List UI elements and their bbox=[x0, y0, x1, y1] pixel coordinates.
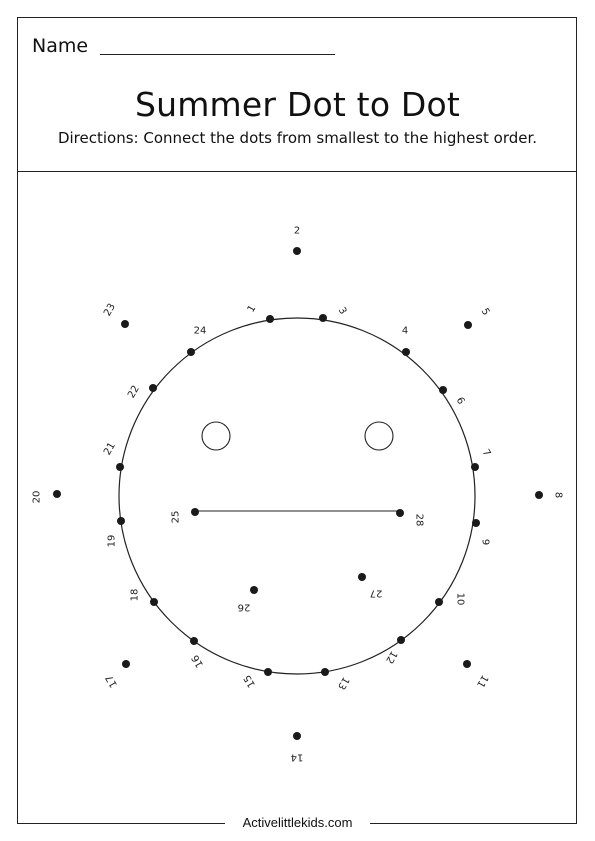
dot-9 bbox=[472, 519, 480, 527]
dot-label-9: 9 bbox=[479, 538, 491, 546]
dot-23 bbox=[121, 320, 129, 328]
dot-label-27: 27 bbox=[369, 587, 383, 599]
dot-label-20: 20 bbox=[31, 490, 43, 504]
dot-label-17: 17 bbox=[104, 672, 120, 690]
dot-label-23: 23 bbox=[102, 301, 118, 319]
directions-text: Directions: Connect the dots from smallest to the highest order. bbox=[57, 129, 538, 147]
dot-6 bbox=[439, 386, 447, 394]
dot-26 bbox=[250, 586, 258, 594]
dot-7 bbox=[471, 463, 479, 471]
dot-label-19: 19 bbox=[106, 534, 118, 548]
right-eye bbox=[365, 422, 393, 450]
dot-label-18: 18 bbox=[129, 588, 141, 602]
dot-label-26: 26 bbox=[237, 601, 251, 613]
dot-22 bbox=[149, 384, 157, 392]
dot-label-2: 2 bbox=[293, 225, 301, 237]
dot-label-22: 22 bbox=[126, 383, 142, 401]
dot-4 bbox=[402, 348, 410, 356]
dot-11 bbox=[463, 660, 471, 668]
dot-27 bbox=[358, 573, 366, 581]
dot-label-6: 6 bbox=[453, 395, 467, 407]
dot-label-13: 13 bbox=[335, 674, 351, 692]
dot-15 bbox=[264, 668, 272, 676]
dot-2 bbox=[293, 247, 301, 255]
dot-1 bbox=[266, 315, 274, 323]
dot-5 bbox=[464, 321, 472, 329]
dot-19 bbox=[117, 517, 125, 525]
dot-3 bbox=[319, 314, 327, 322]
dot-24 bbox=[187, 348, 195, 356]
dot-label-11: 11 bbox=[474, 672, 490, 690]
dot-label-15: 15 bbox=[242, 672, 258, 690]
dot-label-12: 12 bbox=[383, 648, 399, 666]
dot-label-25: 25 bbox=[170, 510, 182, 524]
dot-20 bbox=[53, 490, 61, 498]
dot-8 bbox=[535, 491, 543, 499]
dot-label-3: 3 bbox=[335, 305, 349, 317]
dot-16 bbox=[190, 637, 198, 645]
footer-credit: Activelittlekids.com bbox=[242, 815, 353, 830]
dot-label-5: 5 bbox=[478, 306, 492, 318]
name-label: Name bbox=[32, 35, 89, 57]
dot-label-14: 14 bbox=[290, 751, 304, 763]
dot-14 bbox=[293, 732, 301, 740]
dot-18 bbox=[150, 598, 158, 606]
dots-layer bbox=[32, 226, 564, 763]
dot-label-28: 28 bbox=[413, 513, 425, 527]
dot-12 bbox=[397, 636, 405, 644]
dot-label-16: 16 bbox=[190, 652, 206, 670]
page-title: Summer Dot to Dot bbox=[134, 85, 461, 124]
dot-label-21: 21 bbox=[102, 440, 118, 458]
left-eye bbox=[202, 422, 230, 450]
dot-17 bbox=[122, 660, 130, 668]
dot-28 bbox=[396, 509, 404, 517]
dot-label-7: 7 bbox=[479, 447, 493, 459]
dot-label-4: 4 bbox=[401, 325, 409, 337]
dot-label-10: 10 bbox=[454, 592, 466, 606]
dot-25 bbox=[191, 508, 199, 516]
dot-label-1: 1 bbox=[245, 303, 259, 315]
dot-13 bbox=[321, 668, 329, 676]
sun-face-outline bbox=[119, 318, 475, 674]
dot-10 bbox=[435, 598, 443, 606]
dot-label-24: 24 bbox=[193, 325, 207, 337]
dot-21 bbox=[116, 463, 124, 471]
dot-label-8: 8 bbox=[552, 491, 564, 499]
